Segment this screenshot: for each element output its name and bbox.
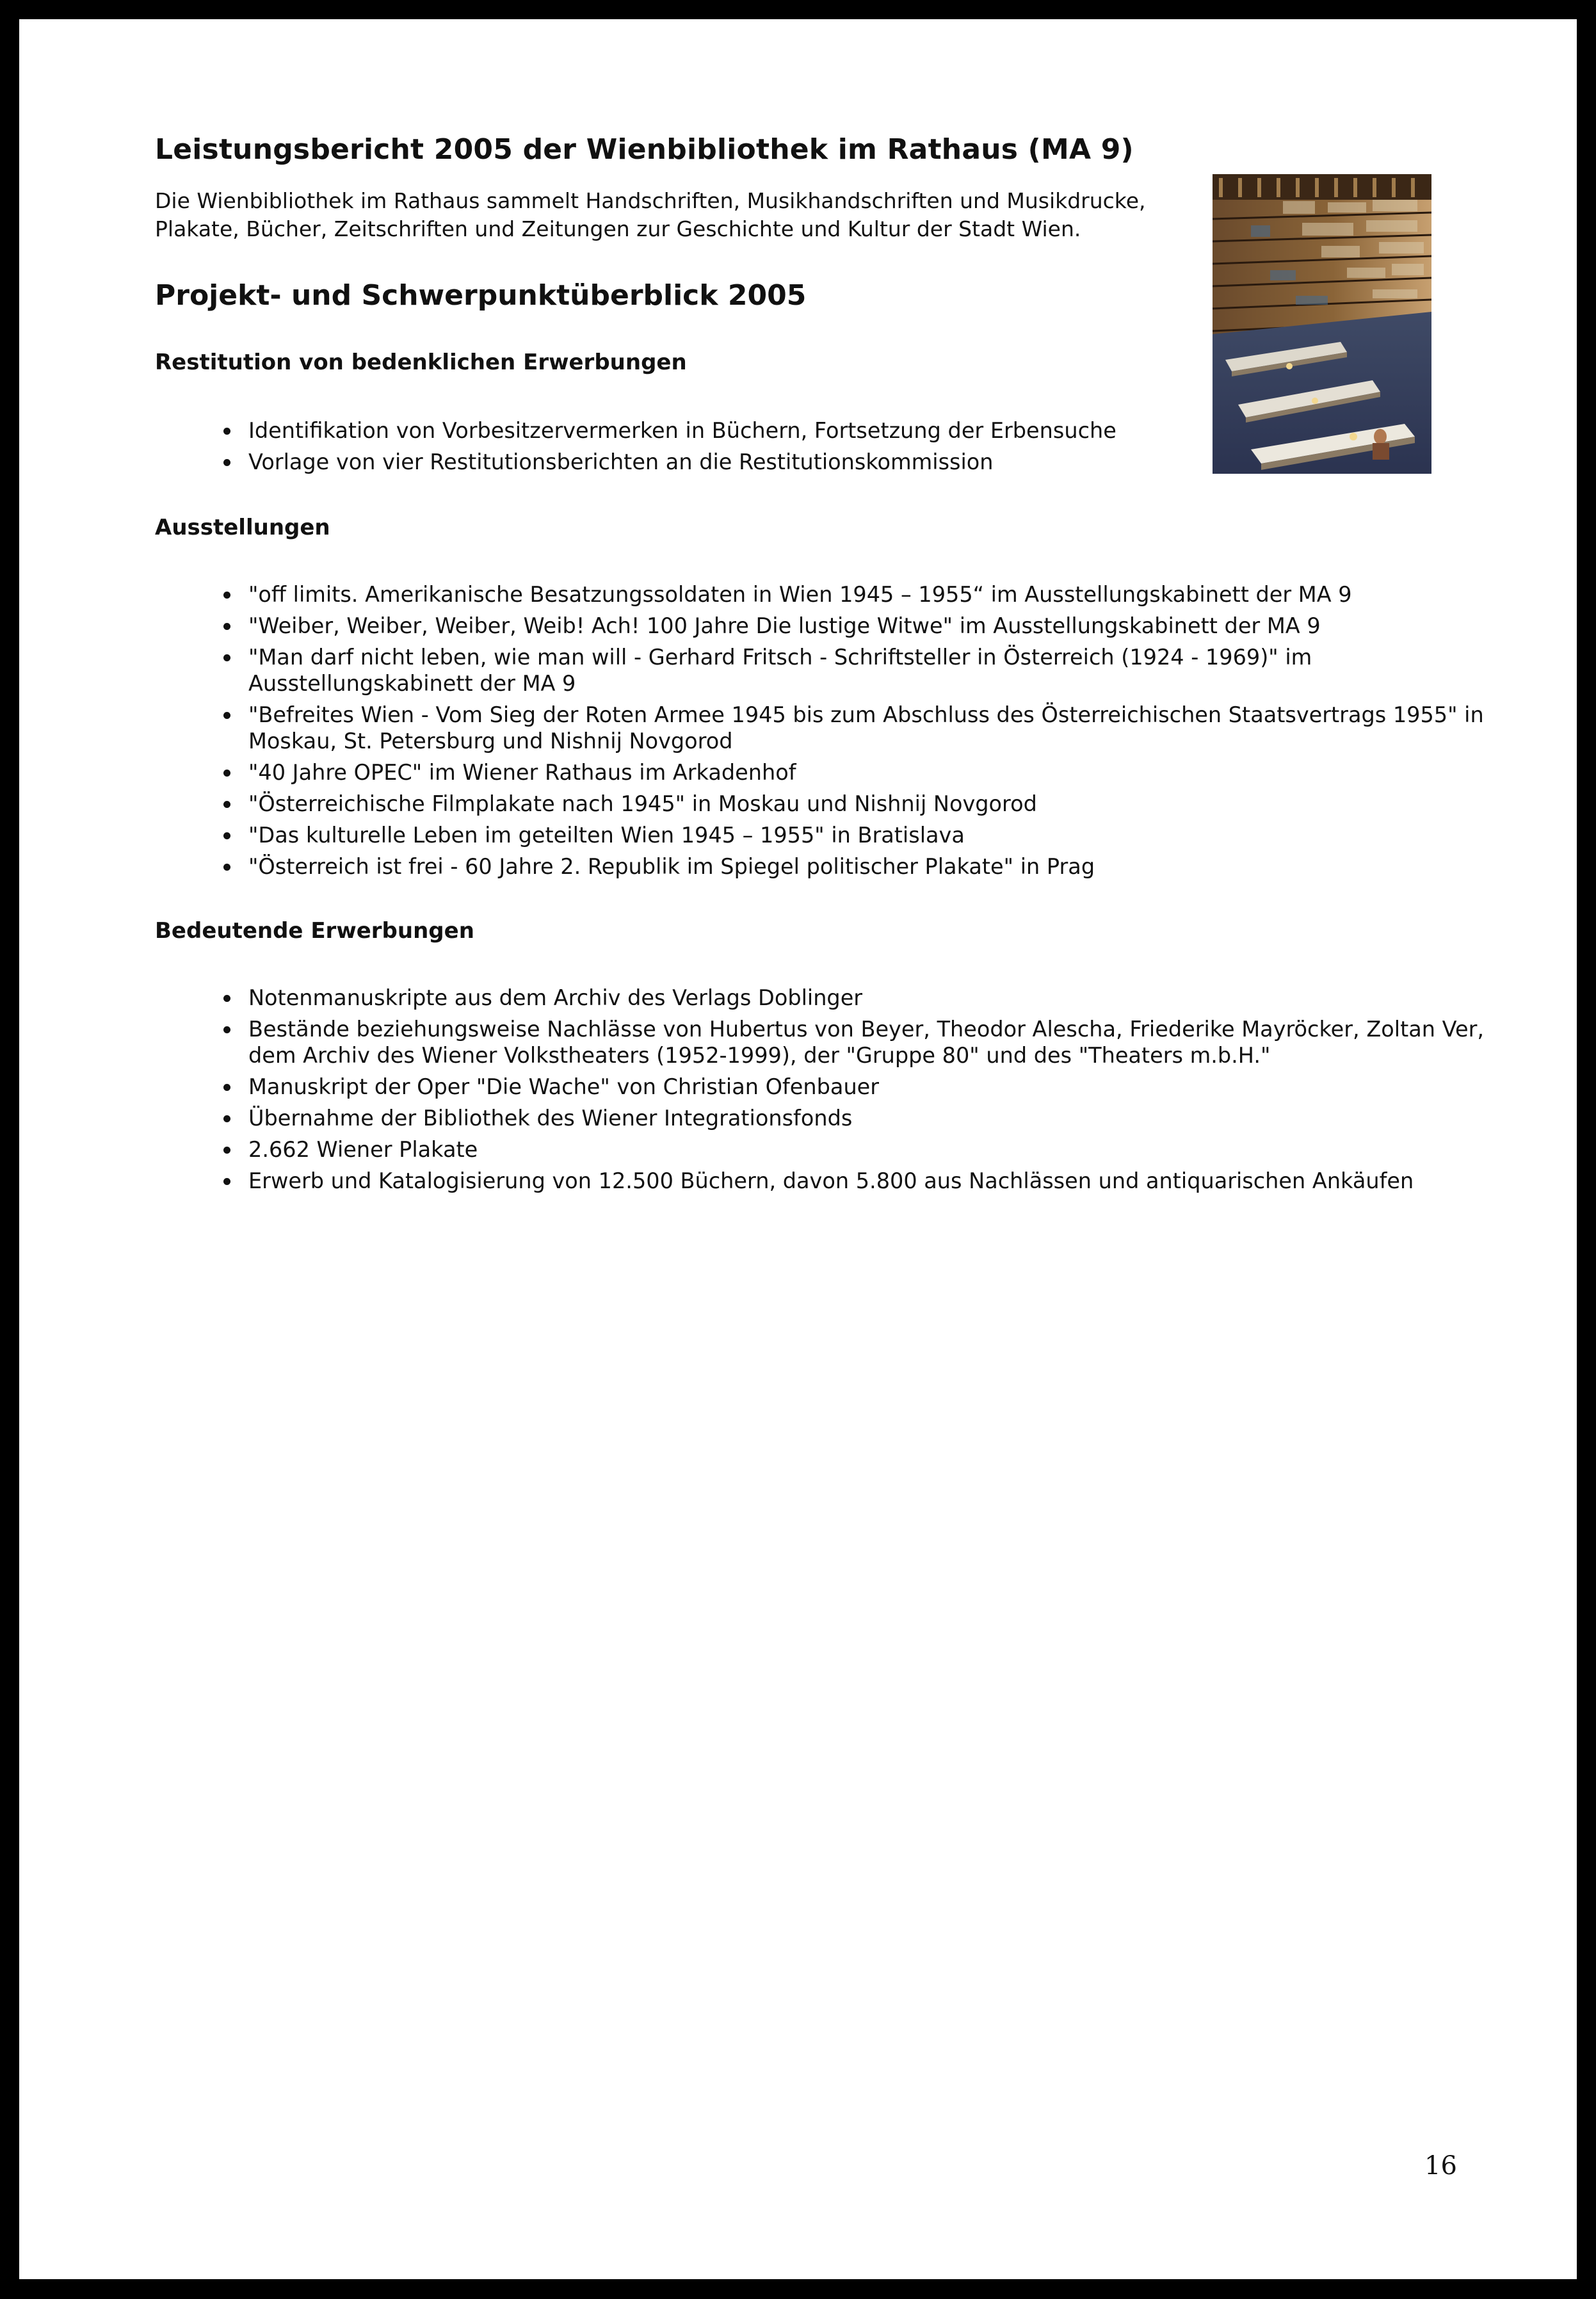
acquisitions-list — [155, 985, 1487, 1199]
list-item: "Man darf nicht leben, wie man will - Gerhard Fritsch - Schriftsteller in Österreich (1924 - 1969)" im Ausstellungskabinett der MA 9 — [155, 644, 1487, 697]
exhibitions-list — [155, 581, 1487, 885]
restitution-list — [155, 417, 1487, 480]
exhibitions-heading: Ausstellungen — [155, 515, 330, 540]
list-item: Übernahme der Bibliothek des Wiener Integrationsfonds — [155, 1105, 1487, 1131]
document-page — [19, 19, 1577, 2279]
list-item: "Österreichische Filmplakate nach 1945" in Moskau und Nishnij Novgorod — [155, 791, 1487, 817]
list-item: "Das kulturelle Leben im geteilten Wien 1945 – 1955" in Bratislava — [155, 822, 1487, 848]
list-item: Erwerb und Katalogisierung von 12.500 Büchern, davon 5.800 aus Nachlässen und antiquarischen Ankäufen — [155, 1168, 1487, 1194]
list-item: "Österreich ist frei - 60 Jahre 2. Republik im Spiegel politischer Plakate" in Prag — [155, 853, 1487, 880]
list-item: Manuskript der Oper "Die Wache" von Christian Ofenbauer — [155, 1074, 1487, 1100]
section-title: Projekt- und Schwerpunktüberblick 2005 — [155, 279, 807, 312]
list-item: "Befreites Wien - Vom Sieg der Roten Armee 1945 bis zum Abschluss des Österreichischen Staatsvertrags 1955" in Moskau, St. Petersburg und Nishnij Novgorod — [155, 702, 1487, 754]
acquisitions-heading: Bedeutende Erwerbungen — [155, 918, 474, 944]
restitution-heading: Restitution von bedenklichen Erwerbungen — [155, 350, 687, 375]
list-item: "40 Jahre OPEC" im Wiener Rathaus im Arkadenhof — [155, 759, 1487, 786]
page-number: 16 — [1424, 2151, 1457, 2181]
list-item: "Weiber, Weiber, Weiber, Weib! Ach! 100 Jahre Die lustige Witwe" im Ausstellungskabinett der MA 9 — [155, 613, 1487, 639]
list-item: Identifikation von Vorbesitzervermerken in Büchern, Fortsetzung der Erbensuche — [155, 417, 1487, 444]
list-item: Bestände beziehungsweise Nachlässe von Hubertus von Beyer, Theodor Alescha, Friederike Mayröcker, Zoltan Ver, dem Archiv des Wiener Volkstheaters (1952-1999), der "Gruppe 80" und des "Theaters m.b.H." — [155, 1016, 1487, 1069]
list-item: Notenmanuskripte aus dem Archiv des Verlags Doblinger — [155, 985, 1487, 1011]
list-item: Vorlage von vier Restitutionsberichten an die Restitutionskommission — [155, 449, 1487, 475]
list-item: "off limits. Amerikanische Besatzungssoldaten in Wien 1945 – 1955“ im Ausstellungskabinett der MA 9 — [155, 581, 1487, 608]
page-title: Leistungsbericht 2005 der Wienbibliothek im Rathaus (MA 9) — [155, 133, 1134, 166]
intro-paragraph: Die Wienbibliothek im Rathaus sammelt Handschriften, Musikhandschriften und Musikdrucke, Plakate, Bücher, Zeitschriften und Zeitungen zur Geschichte und Kultur der Stadt Wien. — [155, 188, 1146, 241]
list-item: 2.662 Wiener Plakate — [155, 1136, 1487, 1163]
